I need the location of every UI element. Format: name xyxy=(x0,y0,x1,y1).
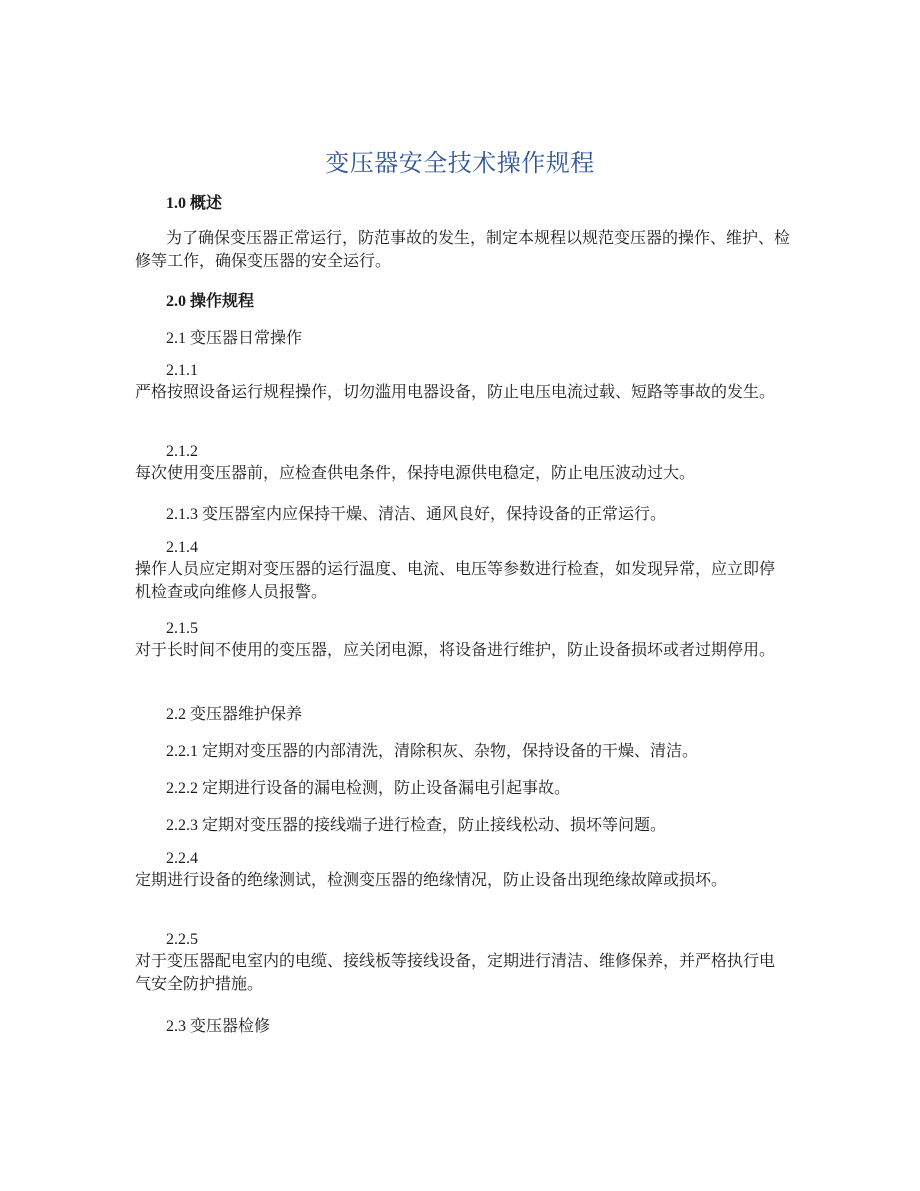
item-number-2-1-5: 2.1.5 xyxy=(166,620,198,637)
item-text-2-2-2: 定期进行设备的漏电检测，防止设备漏电引起事故。 xyxy=(202,780,571,797)
item-2-2-3 xyxy=(166,812,666,835)
item-number-2-1-1: 2.1.1 xyxy=(166,362,198,379)
item-text-2-1-5: 对于长时间不使用的变压器，应关闭电源，将设备进行维护，防止设备损坏或者过期停用。 xyxy=(135,642,776,659)
item-text-2-1-3: 变压器室内应保持干燥、清洁、通风良好，保持设备的正常运行。 xyxy=(202,506,667,523)
item-number-2-2-5: 2.2.5 xyxy=(166,931,198,948)
item-2-1-3 xyxy=(166,501,666,524)
section-heading-2-1: 2.1 变压器日常操作 xyxy=(166,330,303,347)
document-title: 变压器安全技术操作规程 xyxy=(325,151,595,177)
item-text-2-1-1: 严格按照设备运行规程操作，切勿滥用电器设备，防止电压电流过载、短路等事故的发生。 xyxy=(135,384,776,401)
section-heading-2-2: 2.2 变压器维护保养 xyxy=(166,706,303,723)
item-number-2-2-3: 2.2.3 xyxy=(166,817,198,834)
section-heading-1-0: 1.0 概述 xyxy=(166,195,223,212)
item-number-2-1-2: 2.1.2 xyxy=(166,443,198,460)
item-text-2-1-2: 每次使用变压器前，应检查供电条件，保持电源供电稳定，防止电压波动过大。 xyxy=(135,465,696,482)
item-number-2-1-3: 2.1.3 xyxy=(166,506,198,523)
item-text-2-2-1: 定期对变压器的内部清洗，清除积灰、杂物，保持设备的干燥、清洁。 xyxy=(202,743,699,760)
section-heading-2-3: 2.3 变压器检修 xyxy=(166,1018,271,1035)
item-number-2-1-4: 2.1.4 xyxy=(166,539,198,556)
section-1-0-paragraph: 为了确保变压器正常运行，防范事故的发生，制定本规程以规范变压器的操作、维护、检修等工作，确保变压器的安全运行。 xyxy=(135,230,791,270)
item-text-2-2-5: 对于变压器配电室内的电缆、接线板等接线设备，定期进行清洁、维修保养，并严格执行电气安全防护措施。 xyxy=(135,953,776,993)
item-2-2-2 xyxy=(166,775,570,798)
item-text-2-2-4: 定期进行设备的绝缘测试，检测变压器的绝缘情况，防止设备出现绝缘故障或损坏。 xyxy=(135,872,728,889)
item-number-2-2-4: 2.2.4 xyxy=(166,850,198,867)
item-text-2-1-4: 操作人员应定期对变压器的运行温度、电流、电压等参数进行检查，如发现异常，应立即停机检查或向维修人员报警。 xyxy=(135,561,776,601)
item-2-2-1 xyxy=(166,738,698,761)
item-number-2-2-2: 2.2.2 xyxy=(166,780,198,797)
section-heading-2-0: 2.0 操作规程 xyxy=(166,293,255,310)
item-number-2-2-1: 2.2.1 xyxy=(166,743,198,760)
item-text-2-2-3: 定期对变压器的接线端子进行检查，防止接线松动、损坏等问题。 xyxy=(202,817,667,834)
